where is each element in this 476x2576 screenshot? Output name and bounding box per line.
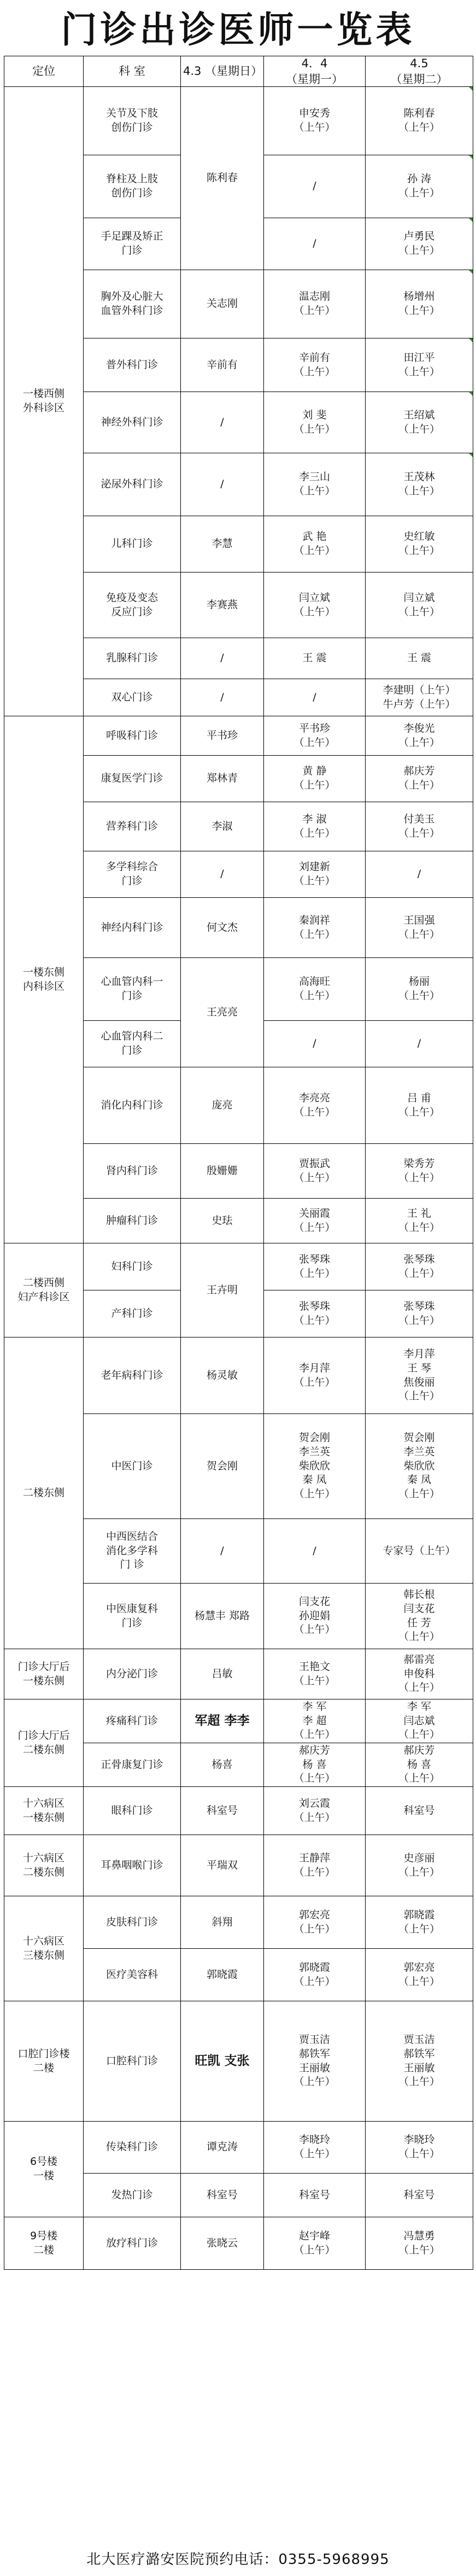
sunday-doctor-cell: 平书珍 <box>180 716 264 756</box>
monday-doctor-cell: 闫支花 孙迎娟 （上午） <box>263 1583 366 1649</box>
dept-cell: 神经外科门诊 <box>83 392 181 453</box>
dept-cell: 泌尿外科门诊 <box>83 453 181 516</box>
monday-doctor-cell: 申安秀 （上午） <box>263 86 366 155</box>
tuesday-doctor-cell: 吕 甫 （上午） <box>365 1067 473 1144</box>
tuesday-doctor-cell: 科室号 <box>365 2173 473 2217</box>
dept-cell: 儿科门诊 <box>83 516 181 573</box>
tuesday-doctor-cell: 贾玉洁 郝铁军 王丽敏 （上午） <box>365 2001 473 2122</box>
sunday-doctor-cell: 杨慧丰 郑路 <box>180 1583 264 1649</box>
monday-doctor-cell: 李 军 李 超 （上午） <box>263 1699 366 1743</box>
dept-cell: 呼吸科门诊 <box>83 716 181 756</box>
tuesday-doctor-cell: 李月萍 王 琴 焦俊丽 （上午） <box>365 1337 473 1414</box>
monday-doctor-cell: 李月萍 （上午） <box>263 1337 366 1414</box>
dept-cell: 胸外及心脏大 血管外科门诊 <box>83 270 181 338</box>
header-department: 科 室 <box>83 56 181 87</box>
monday-doctor-cell: / <box>263 218 366 270</box>
tuesday-doctor-cell: 付美玉 （上午） <box>365 802 473 851</box>
dept-cell: 中医门诊 <box>83 1413 181 1519</box>
dept-cell: 手足踝及矫正 门诊 <box>83 218 181 270</box>
monday-doctor-cell: 王艳文 （上午） <box>263 1649 366 1699</box>
monday-doctor-cell: 贾玉洁 郝铁军 王丽敏 （上午） <box>263 2001 366 2122</box>
tuesday-doctor-cell: 孙 涛 （上午） <box>365 155 473 218</box>
sunday-doctor-cell: 陈利春 <box>180 86 264 270</box>
monday-doctor-cell: 平书珍 （上午） <box>263 716 366 756</box>
header-col4: 4．4 （星期一） <box>263 56 366 87</box>
monday-doctor-cell: 李亮亮 （上午） <box>263 1067 366 1144</box>
monday-doctor-cell: 刘建新 （上午） <box>263 851 366 898</box>
dept-cell: 疼痛科门诊 <box>83 1699 181 1743</box>
sunday-doctor-cell: 郑林青 <box>180 755 264 802</box>
cell-comment-marker <box>468 338 473 343</box>
tuesday-doctor-cell: 李建明（上午） 牛卢芳（上午） <box>365 679 473 716</box>
monday-doctor-cell: 李晓玲 （上午） <box>263 2121 366 2174</box>
sunday-doctor-cell: 谭克涛 <box>180 2121 264 2174</box>
dept-cell: 眼科门诊 <box>83 1786 181 1835</box>
tuesday-doctor-cell: 李俊光 （上午） <box>365 716 473 756</box>
sunday-doctor-cell: 军超 李李 <box>180 1699 264 1743</box>
tuesday-doctor-cell: 卢勇民 （上午） <box>365 218 473 270</box>
dept-cell: 脊柱及上肢 创伤门诊 <box>83 155 181 218</box>
monday-doctor-cell: 闫立斌 （上午） <box>263 572 366 638</box>
monday-doctor-cell: 王静萍 （上午） <box>263 1835 366 1896</box>
tuesday-doctor-cell: 专家号（上午） <box>365 1518 473 1584</box>
dept-cell: 产科门诊 <box>83 1290 181 1337</box>
dept-cell: 关节及下肢 创伤门诊 <box>83 86 181 155</box>
monday-doctor-cell: 贺会刚 李兰英 柴欣欣 秦 凤 （上午） <box>263 1413 366 1519</box>
footer-phone: 北大医疗潞安医院预约电话：0355-5968995 <box>86 2551 390 2568</box>
cell-comment-marker <box>468 392 473 396</box>
tuesday-doctor-cell: 王 礼 （上午） <box>365 1198 473 1243</box>
tuesday-doctor-cell: 王 震 <box>365 638 473 679</box>
sunday-doctor-cell: 张晓云 <box>180 2217 264 2270</box>
dept-cell: 肿瘤科门诊 <box>83 1198 181 1243</box>
dept-cell: 中医康复科 门诊 <box>83 1583 181 1649</box>
monday-doctor-cell: 刘云霞 （上午） <box>263 1786 366 1835</box>
sunday-doctor-cell: 贺会刚 <box>180 1413 264 1519</box>
dept-cell: 发热门诊 <box>83 2173 181 2217</box>
cell-comment-marker <box>468 218 473 223</box>
cell-comment-marker <box>468 453 473 458</box>
tuesday-doctor-cell: 郝庆芳 （上午） <box>365 755 473 802</box>
location-cell: 口腔门诊楼 二楼 <box>4 2001 84 2122</box>
tuesday-doctor-cell: 陈利春 （上午） <box>365 86 473 155</box>
tuesday-doctor-cell: / <box>365 851 473 898</box>
sunday-doctor-cell: / <box>180 453 264 516</box>
monday-doctor-cell: 科室号 <box>263 2173 366 2217</box>
tuesday-doctor-cell: 科室号 <box>365 1786 473 1835</box>
sunday-doctor-cell: 郭晓霞 <box>180 1948 264 2001</box>
tuesday-doctor-cell: 史红敏 （上午） <box>365 516 473 573</box>
monday-doctor-cell: 刘 斐 （上午） <box>263 392 366 453</box>
tuesday-doctor-cell: 张琴珠 （上午） <box>365 1290 473 1337</box>
header-location: 定位 <box>4 56 84 87</box>
tuesday-doctor-cell: / <box>365 1020 473 1067</box>
location-cell: 9号楼 二楼 <box>4 2217 84 2270</box>
dept-cell: 普外科门诊 <box>83 338 181 392</box>
dept-cell: 正骨康复门诊 <box>83 1743 181 1787</box>
tuesday-doctor-cell: 贺会刚 李兰英 柴欣欣 秦 凤 （上午） <box>365 1413 473 1519</box>
location-cell: 二楼东侧 <box>4 1337 84 1649</box>
monday-doctor-cell: 郭晓霞 （上午） <box>263 1948 366 2001</box>
sunday-doctor-cell: 李淑 <box>180 802 264 851</box>
dept-cell: 乳腺科门诊 <box>83 638 181 679</box>
sunday-doctor-cell: 杨喜 <box>180 1743 264 1787</box>
sunday-doctor-cell: 旺凯 支张 <box>180 2001 264 2122</box>
sunday-doctor-cell: 辛前有 <box>180 338 264 392</box>
tuesday-doctor-cell: 田江平 （上午） <box>365 338 473 392</box>
cell-comment-marker <box>468 155 473 160</box>
monday-doctor-cell: / <box>263 1020 366 1067</box>
tuesday-doctor-cell: 韩长根 闫支花 任 芳 （上午） <box>365 1583 473 1649</box>
tuesday-doctor-cell: 王茂林 （上午） <box>365 453 473 516</box>
monday-doctor-cell: 张琴珠 （上午） <box>263 1290 366 1337</box>
tuesday-doctor-cell: 王国强 （上午） <box>365 897 473 958</box>
cell-comment-marker <box>468 86 473 91</box>
location-cell: 二楼西侧 妇产科诊区 <box>4 1243 84 1337</box>
sunday-doctor-cell: 科室号 <box>180 1786 264 1835</box>
location-cell: 十六病区 三楼东侧 <box>4 1896 84 2001</box>
sunday-doctor-cell: 王卉明 <box>180 1243 264 1337</box>
tuesday-doctor-cell: 李晓玲 （上午） <box>365 2121 473 2174</box>
dept-cell: 中西医结合 消化多学科 门 诊 <box>83 1518 181 1584</box>
location-cell: 十六病区 一楼东侧 <box>4 1786 84 1835</box>
tuesday-doctor-cell: 冯慧勇 （上午） <box>365 2217 473 2270</box>
location-cell: 一楼东侧 内科诊区 <box>4 716 84 1243</box>
dept-cell: 内分泌门诊 <box>83 1649 181 1699</box>
sunday-doctor-cell: 庞亮 <box>180 1067 264 1144</box>
dept-cell: 消化内科门诊 <box>83 1067 181 1144</box>
dept-cell: 医疗美容科 <box>83 1948 181 2001</box>
sunday-doctor-cell: / <box>180 851 264 898</box>
monday-doctor-cell: / <box>263 679 366 716</box>
page-title: 门诊出诊医师一览表 <box>61 9 415 51</box>
sunday-doctor-cell: / <box>180 1518 264 1584</box>
tuesday-doctor-cell: 闫立斌 （上午） <box>365 572 473 638</box>
dept-cell: 康复医学门诊 <box>83 755 181 802</box>
sunday-doctor-cell: 何文杰 <box>180 897 264 958</box>
location-cell: 6号楼 一楼 <box>4 2121 84 2217</box>
dept-cell: 心血管内科一 门诊 <box>83 957 181 1021</box>
monday-doctor-cell: 辛前有 （上午） <box>263 338 366 392</box>
sunday-doctor-cell: 李赛燕 <box>180 572 264 638</box>
tuesday-doctor-cell: 梁秀芳 （上午） <box>365 1143 473 1199</box>
monday-doctor-cell: 李 淑 （上午） <box>263 802 366 851</box>
tuesday-doctor-cell: 郝雷亮 申俊科 （上午） <box>365 1649 473 1699</box>
dept-cell: 放疗科门诊 <box>83 2217 181 2270</box>
sunday-doctor-cell: / <box>180 392 264 453</box>
dept-cell: 口腔科门诊 <box>83 2001 181 2122</box>
tuesday-doctor-cell: 杨增州 （上午） <box>365 270 473 338</box>
sunday-doctor-cell: 王亮亮 <box>180 957 264 1067</box>
tuesday-doctor-cell: 郭晓霞 （上午） <box>365 1896 473 1949</box>
sunday-doctor-cell: 斜翔 <box>180 1896 264 1949</box>
dept-cell: 营养科门诊 <box>83 802 181 851</box>
sunday-doctor-cell: 平瑞双 <box>180 1835 264 1896</box>
monday-doctor-cell: 关丽霞 （上午） <box>263 1198 366 1243</box>
sunday-doctor-cell: 杨灵敏 <box>180 1337 264 1414</box>
sunday-doctor-cell: 殷姗姗 <box>180 1143 264 1199</box>
tuesday-doctor-cell: 史彦丽 （上午） <box>365 1835 473 1896</box>
dept-cell: 妇科门诊 <box>83 1243 181 1290</box>
monday-doctor-cell: 郭宏亮 （上午） <box>263 1896 366 1949</box>
tuesday-doctor-cell: 王绍斌 （上午） <box>365 392 473 453</box>
monday-doctor-cell: 秦润祥 （上午） <box>263 897 366 958</box>
dept-cell: 双心门诊 <box>83 679 181 716</box>
sunday-doctor-cell: 李慧 <box>180 516 264 573</box>
dept-cell: 神经内科门诊 <box>83 897 181 958</box>
location-cell: 十六病区 二楼东侧 <box>4 1835 84 1896</box>
dept-cell: 传染科门诊 <box>83 2121 181 2174</box>
location-cell: 门诊大厅后 一楼东侧 <box>4 1649 84 1699</box>
cell-comment-marker <box>468 270 473 274</box>
monday-doctor-cell: 赵宇峰 （上午） <box>263 2217 366 2270</box>
dept-cell: 肾内科门诊 <box>83 1143 181 1199</box>
dept-cell: 心血管内科二 门诊 <box>83 1020 181 1067</box>
dept-cell: 老年病科门诊 <box>83 1337 181 1414</box>
monday-doctor-cell: 武 艳 （上午） <box>263 516 366 573</box>
monday-doctor-cell: 温志刚 （上午） <box>263 270 366 338</box>
monday-doctor-cell: 高海旺 （上午） <box>263 957 366 1021</box>
tuesday-doctor-cell: 李 军 闫志斌 （上午） <box>365 1699 473 1743</box>
monday-doctor-cell: 李三山 （上午） <box>263 453 366 516</box>
monday-doctor-cell: / <box>263 155 366 218</box>
tuesday-doctor-cell: 郭宏亮 （上午） <box>365 1948 473 2001</box>
monday-doctor-cell: 贾振武 （上午） <box>263 1143 366 1199</box>
sunday-doctor-cell: 吕敏 <box>180 1649 264 1699</box>
sunday-doctor-cell: 史珐 <box>180 1198 264 1243</box>
sunday-doctor-cell: 关志刚 <box>180 270 264 338</box>
schedule-table <box>4 56 473 2538</box>
monday-doctor-cell: 黄 静 （上午） <box>263 755 366 802</box>
monday-doctor-cell: / <box>263 1518 366 1584</box>
dept-cell: 耳鼻咽喉门诊 <box>83 1835 181 1896</box>
tuesday-doctor-cell: 郝庆芳 杨 喜 （上午） <box>365 1743 473 1787</box>
tuesday-doctor-cell: 杨丽 （上午） <box>365 957 473 1021</box>
location-cell: 一楼西侧 外科诊区 <box>4 86 84 716</box>
sunday-doctor-cell: 科室号 <box>180 2173 264 2217</box>
tuesday-doctor-cell: 张琴珠 （上午） <box>365 1243 473 1290</box>
header-col3: 4.3 （星期日） <box>180 56 264 87</box>
dept-cell: 免疫及变态 反应门诊 <box>83 572 181 638</box>
dept-cell: 皮肤科门诊 <box>83 1896 181 1949</box>
dept-cell: 多学科综合 门诊 <box>83 851 181 898</box>
sunday-doctor-cell: / <box>180 679 264 716</box>
monday-doctor-cell: 王 震 <box>263 638 366 679</box>
monday-doctor-cell: 张琴珠 （上午） <box>263 1243 366 1290</box>
location-cell: 门诊大厅后 二楼东侧 <box>4 1699 84 1787</box>
monday-doctor-cell: 郝庆芳 杨 喜 （上午） <box>263 1743 366 1787</box>
sunday-doctor-cell: / <box>180 638 264 679</box>
header-col5: 4.5 （星期二） <box>365 56 473 87</box>
